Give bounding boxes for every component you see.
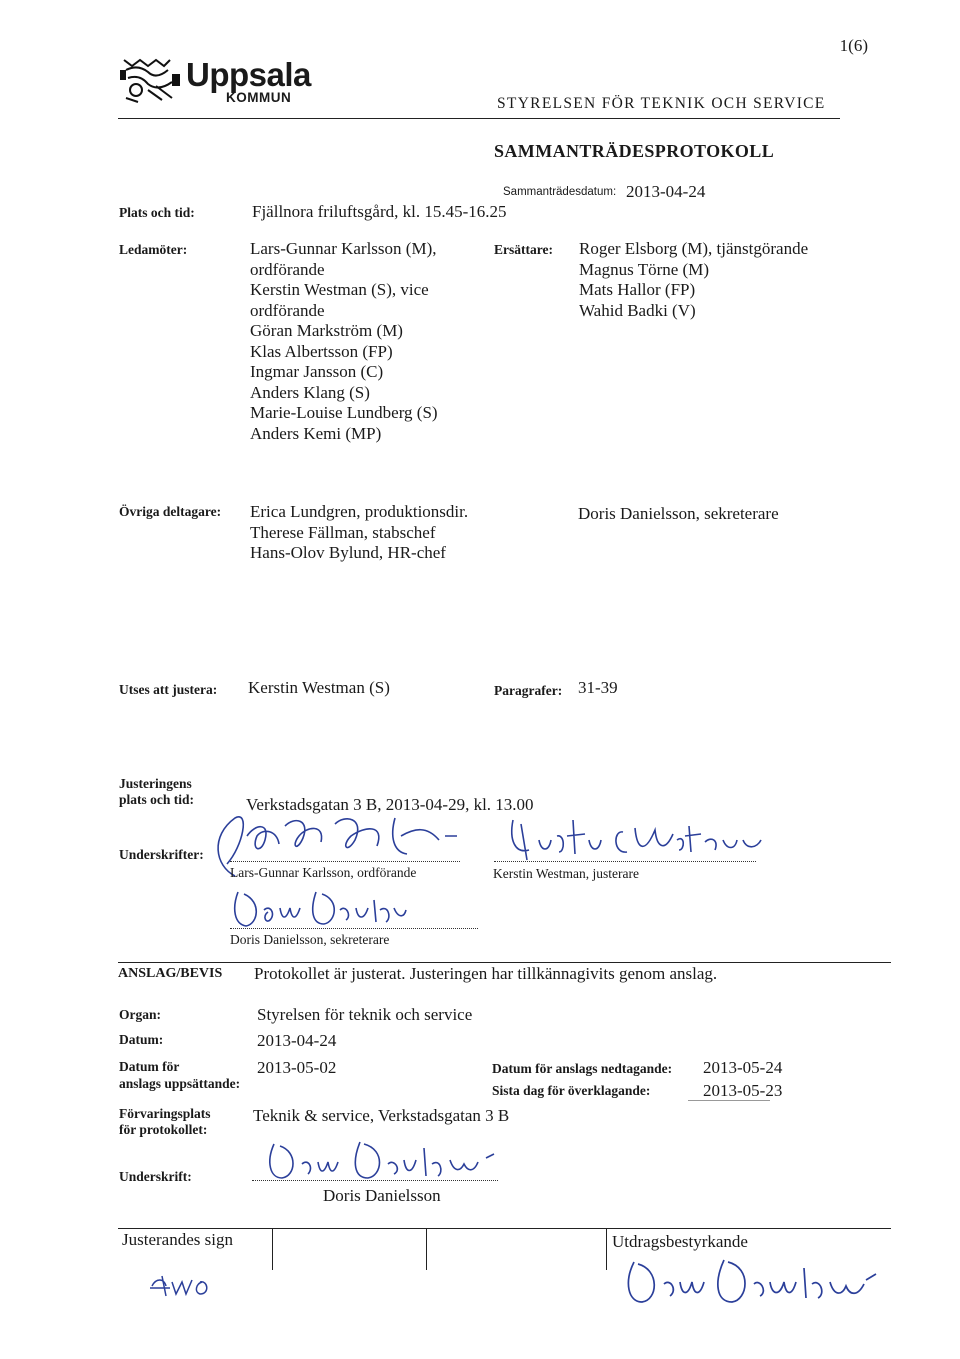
secretary-attendee: Doris Danielsson, sekreterare — [578, 504, 779, 523]
meeting-date-label: Sammanträdesdatum: — [503, 186, 617, 198]
secretary-signature-line — [230, 928, 478, 929]
member-item: Göran Markström (M) — [250, 321, 403, 340]
storage-label — [119, 1106, 211, 1138]
substitute-item: Roger Elsborg (M), tjänstgörande — [579, 239, 809, 258]
initials-signature — [146, 1268, 216, 1300]
members-list — [250, 239, 438, 444]
date-value: 2013-04-24 — [257, 1031, 337, 1050]
member-item: Anders Klang (S) — [250, 382, 370, 402]
member-item: Anders Kemi (MP) — [250, 423, 382, 443]
adjust-label: Utses att justera: — [119, 682, 218, 697]
member-item: Klas Albertsson (FP) — [250, 341, 393, 361]
storage-label-line2: för protokollet: — [119, 1122, 208, 1137]
adjust-place-label-line2: plats och tid: — [119, 792, 195, 807]
footer-divider-3 — [606, 1228, 607, 1270]
extract-signature — [620, 1254, 880, 1310]
board-name: STYRELSEN FÖR TEKNIK OCH SERVICE — [497, 95, 826, 112]
paragraphs-label: Paragrafer: — [494, 683, 563, 698]
paragraphs-value: 31-39 — [578, 678, 618, 697]
logo-subtext: KOMMUN — [226, 90, 292, 105]
substitute-item: Magnus Törne (M) — [579, 259, 709, 279]
posted-label — [119, 1058, 240, 1092]
member-item: Marie-Louise Lundberg (S) — [250, 403, 438, 422]
footer-divider-2 — [426, 1228, 427, 1270]
posted-value: 2013-05-02 — [257, 1058, 337, 1077]
secretary-signature — [228, 884, 408, 934]
members-label: Ledamöter: — [119, 242, 188, 257]
substitute-item: Wahid Badki (V) — [579, 300, 696, 320]
footer-divider-1 — [272, 1228, 273, 1270]
organ-value: Styrelsen för teknik och service — [257, 1005, 473, 1024]
meeting-date: 2013-04-24 — [626, 182, 706, 201]
adjust-place-label-line1: Justeringens — [119, 776, 192, 791]
adjusters-sign-label: Justerandes sign — [122, 1230, 233, 1249]
notice-text: Protokollet är justerat. Justeringen har tillkännagivits genom anslag. — [254, 964, 718, 983]
substitutes-label: Ersättare: — [494, 242, 553, 257]
member-item: Lars-Gunnar Karlsson (M), — [250, 239, 437, 258]
member-item: Kerstin Westman (S), vice — [250, 280, 429, 299]
adjust-value: Kerstin Westman (S) — [248, 678, 390, 697]
storage-value: Teknik & service, Verkstadsgatan 3 B — [253, 1106, 510, 1125]
posted-label-line1: Datum för — [119, 1059, 180, 1074]
posted-label-line2: anslags uppsättande: — [119, 1076, 241, 1091]
others-label: Övriga deltagare: — [119, 504, 222, 519]
notice-signature — [262, 1136, 512, 1186]
substitute-item: Mats Hallor (FP) — [579, 280, 696, 299]
doc-title: SAMMANTRÄDESPROTOKOLL — [494, 141, 775, 161]
adjuster-signature — [505, 810, 770, 872]
signer-name: Doris Danielsson — [323, 1186, 441, 1205]
appeal-value: 2013-05-23 — [703, 1081, 783, 1100]
chair-signature-line — [230, 861, 460, 862]
member-item: Ingmar Jansson (C) — [250, 362, 384, 381]
other-participant: Hans-Olov Bylund, HR-chef — [250, 543, 446, 562]
other-participant: Therese Fällman, stabschef — [250, 522, 436, 542]
extract-label: Utdragsbestyrkande — [612, 1232, 748, 1251]
date-label: Datum: — [119, 1032, 164, 1047]
adjuster-signature-line — [494, 861, 756, 862]
substitutes-list — [579, 239, 808, 321]
appeal-label: Sista dag för överklagande: — [492, 1083, 651, 1098]
other-participant: Erica Lundgren, produktionsdir. — [250, 502, 469, 521]
signatures-label: Underskrifter: — [119, 847, 204, 862]
notice-label: ANSLAG/BEVIS — [118, 966, 223, 981]
removed-value: 2013-05-24 — [703, 1058, 783, 1077]
removed-label: Datum för anslags nedtagande: — [492, 1061, 673, 1076]
signature-label: Underskrift: — [119, 1169, 192, 1184]
adjust-place-value: Verkstadsgatan 3 B, 2013-04-29, kl. 13.00 — [246, 795, 534, 814]
secretary-caption: Doris Danielsson, sekreterare — [230, 932, 390, 947]
place-value: Fjällnora friluftsgård, kl. 15.45-16.25 — [252, 202, 507, 221]
footer-rule — [118, 1228, 891, 1229]
coat-of-arms-icon — [118, 56, 184, 104]
notice-rule — [118, 962, 891, 963]
adjust-place-label — [119, 776, 194, 808]
appeal-underline — [688, 1100, 770, 1101]
adjuster-caption: Kerstin Westman, justerare — [493, 866, 639, 881]
notice-signature-line — [252, 1180, 498, 1181]
logo-wordmark: Uppsala — [186, 56, 311, 93]
member-item: ordförande — [250, 300, 325, 320]
page-number: 1(6) — [839, 36, 868, 55]
uppsala-logo — [118, 56, 184, 109]
chair-caption: Lars-Gunnar Karlsson, ordförande — [230, 865, 417, 880]
place-label: Plats och tid: — [119, 205, 195, 220]
member-item: ordförande — [250, 259, 325, 279]
others-list — [250, 502, 468, 564]
header-rule — [118, 118, 840, 119]
storage-label-line1: Förvaringsplats — [119, 1106, 211, 1121]
organ-label: Organ: — [119, 1007, 161, 1022]
